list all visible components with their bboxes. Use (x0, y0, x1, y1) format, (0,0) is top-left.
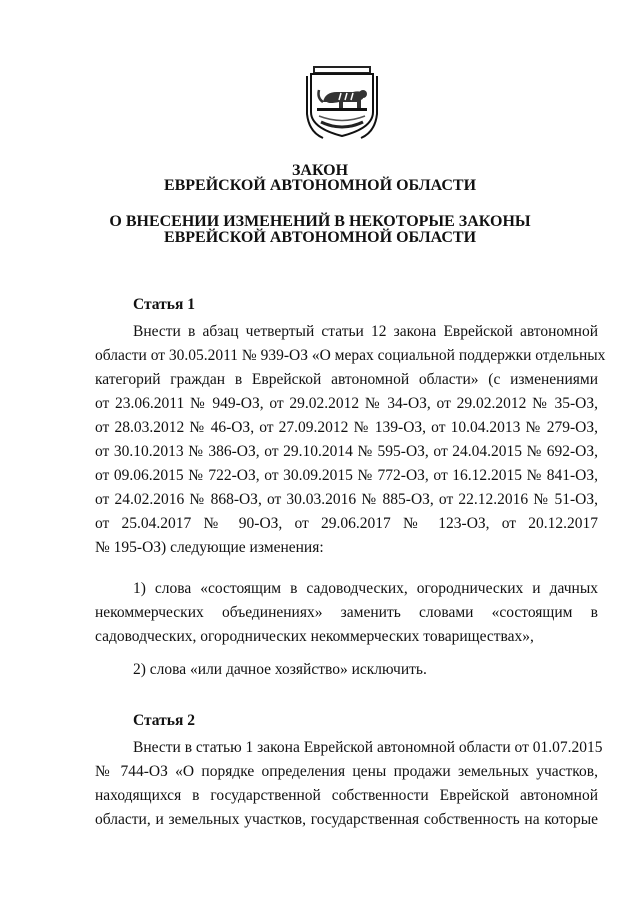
text-line: области от 30.05.2011 № 939-ОЗ «О мерах социальной поддержки отдельных (95, 347, 606, 364)
article-1-paragraph (95, 320, 606, 560)
text-line: Внести в статью 1 закона Еврейской автономной области от 01.07.2015 (133, 739, 603, 756)
text-line: № 744-ОЗ «О порядке определения цены продажи земельных участков, (95, 763, 598, 780)
text-line: 1) слова «состоящим в садоводческих, огороднических и дачных (133, 580, 598, 597)
text-line: категорий граждан в Еврейской автономной области» (с изменениями (95, 371, 598, 388)
text-line: от 28.03.2012 № 46-ОЗ, от 27.09.2012 № 139-ОЗ, от 10.04.2013 № 279-ОЗ, (95, 419, 598, 436)
text-line: от 23.06.2011 № 949-ОЗ, от 29.02.2012 № 34-ОЗ, от 29.02.2012 № 35-ОЗ, (95, 395, 598, 412)
text-line: № 195-ОЗ) следующие изменения: (95, 539, 324, 556)
coat-of-arms-icon (303, 62, 381, 142)
law-subject-line2: ЕВРЕЙСКОЙ АВТОНОМНОЙ ОБЛАСТИ (163, 229, 477, 246)
article-2-heading: Статья 2 (133, 712, 195, 729)
law-region-title: ЕВРЕЙСКОЙ АВТОНОМНОЙ ОБЛАСТИ (163, 177, 477, 194)
text-line: садоводческих, огороднических некоммерческих товариществах», (95, 628, 534, 645)
text-line: находящихся в государственной собственности Еврейской автономной (95, 787, 598, 804)
article-1-item-1 (95, 577, 598, 649)
law-subject-line1: О ВНЕСЕНИИ ИЗМЕНЕНИЙ В НЕКОТОРЫЕ ЗАКОНЫ (109, 213, 531, 230)
text-line: от 30.10.2013 № 386-ОЗ, от 29.10.2014 № 595-ОЗ, от 24.04.2015 № 692-ОЗ, (95, 443, 598, 460)
text-line: от 25.04.2017 № 90-ОЗ, от 29.06.2017 № 123-ОЗ, от 20.12.2017 (95, 515, 598, 532)
article-1-item-2 (95, 658, 598, 682)
text-line: области, и земельных участков, государственная собственность на которые (95, 811, 598, 828)
article-2-paragraph (95, 736, 603, 832)
text-line: от 09.06.2015 № 722-ОЗ, от 30.09.2015 № 772-ОЗ, от 16.12.2015 № 841-ОЗ, (95, 467, 598, 484)
article-1-heading: Статья 1 (133, 296, 195, 313)
law-title: ЗАКОН (291, 162, 349, 179)
text-line: некоммерческих объединениях» заменить словами «состоящим в (95, 604, 598, 621)
text-line: Внести в абзац четвертый статьи 12 закона Еврейской автономной (133, 323, 598, 340)
text-line: от 24.02.2016 № 868-ОЗ, от 30.03.2016 № 885-ОЗ, от 22.12.2016 № 51-ОЗ, (95, 491, 598, 508)
text-line: 2) слова «или дачное хозяйство» исключить. (133, 661, 427, 678)
